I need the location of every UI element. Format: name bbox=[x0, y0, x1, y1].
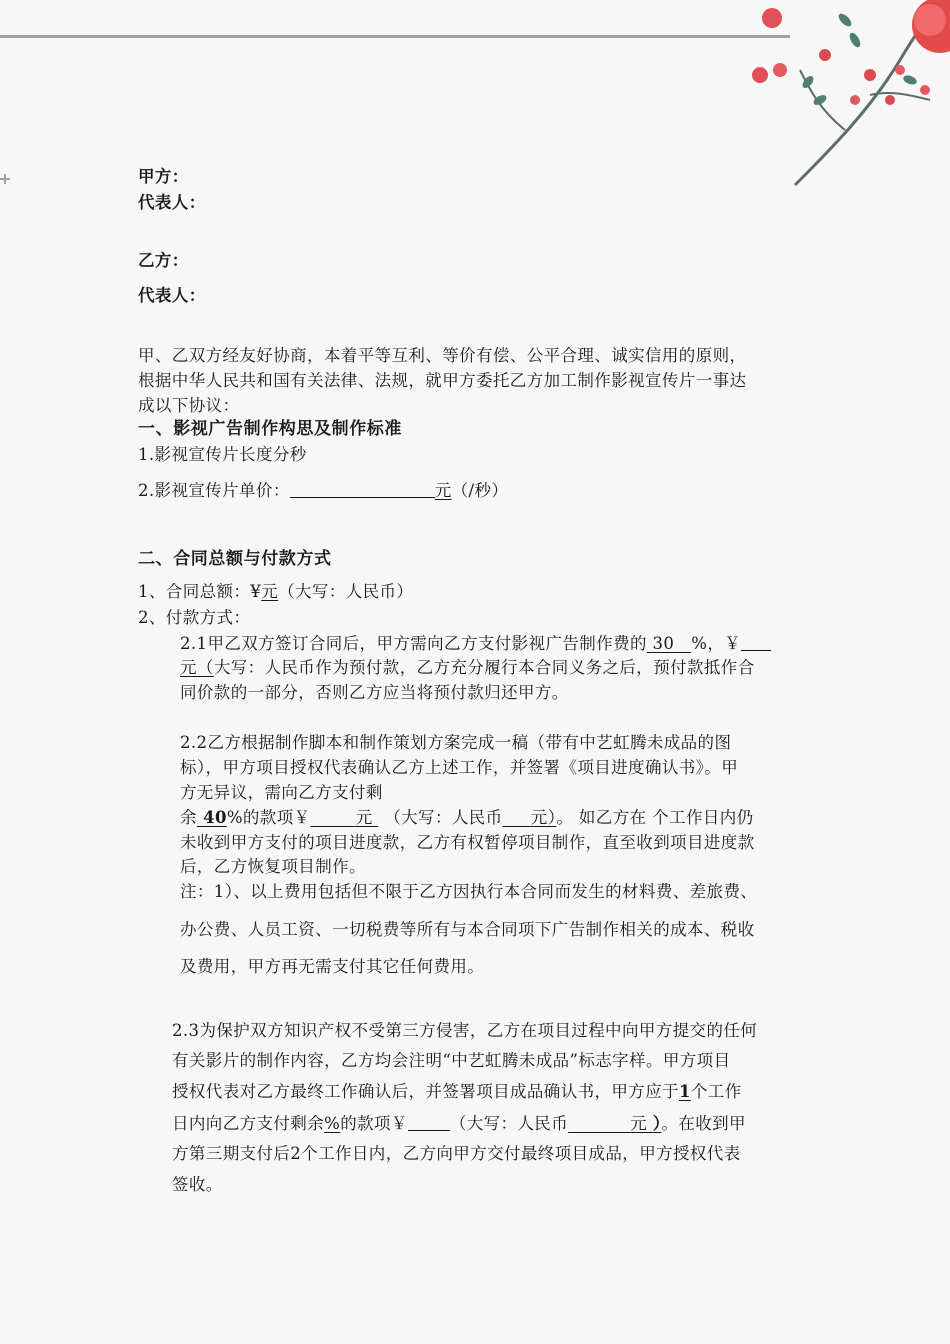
prepayment-unit: 元（ bbox=[180, 658, 214, 677]
progress-capital-label: （大写：人民币 bbox=[384, 808, 503, 827]
unit-price-label: 2.影视宣传片单价： bbox=[138, 481, 290, 500]
progress-amount-unit bbox=[311, 808, 379, 827]
header-rule bbox=[0, 35, 790, 38]
unit-price-unit: 元 bbox=[434, 481, 452, 500]
progress-capital-unit bbox=[503, 808, 557, 827]
clause-2-3-text-3b: 个工作 bbox=[690, 1082, 742, 1101]
edge-mark-vertical bbox=[4, 174, 6, 184]
unit-price-blank bbox=[290, 479, 435, 498]
clause-2-1-amount-label: %，￥ bbox=[691, 634, 742, 653]
final-capital-label: （大写：人民币 bbox=[449, 1114, 569, 1133]
clause-2-3-line-4 bbox=[172, 1112, 746, 1135]
final-percent: % bbox=[324, 1114, 341, 1133]
progress-unit-text: 元 bbox=[355, 808, 373, 827]
prepayment-percent-value: 30 bbox=[652, 634, 675, 653]
clause-2-2-line-5: 未收到甲方支付的项目进度款，乙方有权暂停项目制作，直至收到项目进度款 bbox=[180, 833, 755, 852]
progress-capital-unit-text: 元） bbox=[530, 808, 557, 827]
clause-2-3-line-5: 方第三期支付后2个工作日内，乙方向甲方交付最终项目成品，甲方授权代表 bbox=[172, 1144, 741, 1163]
final-amount-blank bbox=[408, 1112, 450, 1131]
clause-2-1-line-2 bbox=[180, 657, 755, 679]
note-line-2: 办公费、人员工资、一切税费等所有与本合同项下广告制作相关的成本、税收 bbox=[180, 920, 755, 939]
section-1-item-2 bbox=[138, 479, 508, 502]
clause-2-3-line-6: 签收。 bbox=[172, 1175, 223, 1194]
party-a-representative-label: 代表人： bbox=[138, 193, 206, 212]
clause-2-3-line-3 bbox=[172, 1081, 742, 1103]
section-1-item-1: 1.影视宣传片长度分秒 bbox=[138, 445, 307, 464]
unit-price-suffix: （/秒） bbox=[451, 481, 509, 500]
section-2-heading: 二、合同总额与付款方式 bbox=[138, 549, 332, 569]
prepayment-amount-blank bbox=[741, 632, 771, 651]
final-amount-label: 的款项￥ bbox=[340, 1114, 408, 1133]
prepayment-percent bbox=[647, 634, 691, 653]
clause-2-2-line-1: 2.2乙方根据制作脚本和制作策划方案完成一稿（带有中艺虹腾未成品的图 bbox=[180, 733, 732, 752]
progress-percent bbox=[197, 808, 227, 827]
clause-2-1-text-2: 大写：人民币作为预付款，乙方充分履行本合同义务之后，预付款抵作合 bbox=[213, 658, 755, 677]
contract-total-line bbox=[138, 581, 413, 603]
remaining-label: 余 bbox=[180, 808, 197, 827]
intro-line-2: 根据中华人民共和国有关法律、法规，就甲方委托乙方加工制作影视宣传片一事达 bbox=[138, 371, 747, 390]
clause-2-3-line-2: 有关影片的制作内容，乙方均会注明“中艺虹腾未成品”标志字样。甲方项目 bbox=[172, 1051, 731, 1070]
clause-2-1-text: 2.1甲乙双方签订合同后，甲方需向乙方支付影视广告制作费的 bbox=[180, 634, 647, 653]
intro-line-3: 成以下协议： bbox=[138, 396, 240, 415]
final-capital-unit-text: 元 bbox=[630, 1114, 648, 1133]
contract-total-unit: 元 bbox=[261, 582, 279, 601]
clause-2-2-line-3: 方无异议，需向乙方支付剩 bbox=[180, 783, 383, 802]
party-b-representative-label: 代表人： bbox=[138, 286, 206, 305]
clause-2-1-line-1 bbox=[180, 632, 771, 655]
party-b-label: 乙方： bbox=[138, 251, 189, 270]
contract-total-label: 1、合同总额：¥ bbox=[138, 582, 262, 601]
clause-2-2-line-4 bbox=[180, 807, 754, 829]
final-capital-close: ） bbox=[652, 1114, 662, 1133]
progress-amount-label: %的款项￥ bbox=[226, 808, 311, 827]
clause-2-2-line-6: 后，乙方恢复项目制作。 bbox=[180, 857, 366, 876]
contract-total-suffix: （大写：人民币） bbox=[278, 582, 414, 601]
intro-line-1: 甲、乙双方经友好协商，本着平等互利、等价有偿、公平合理、诚实信用的原则， bbox=[138, 346, 747, 365]
payment-method-label: 2、付款方式： bbox=[138, 608, 251, 627]
final-remaining-label: 日内向乙方支付剩余 bbox=[172, 1114, 325, 1133]
clause-2-3-line-1: 2.3为保护双方知识产权不受第三方侵害，乙方在项目过程中向甲方提交的任何 bbox=[172, 1021, 758, 1040]
section-1-heading: 一、影视广告制作构思及制作标准 bbox=[138, 419, 402, 439]
party-a-label: 甲方： bbox=[138, 167, 189, 186]
final-payment-days: 1 bbox=[679, 1082, 691, 1101]
clause-2-1-line-3: 同价款的一部分，否则乙方应当将预付款归还甲方。 bbox=[180, 683, 569, 702]
floral-decoration-icon bbox=[750, 0, 950, 190]
final-capital-unit bbox=[568, 1114, 661, 1133]
clause-2-3-text-3: 授权代表对乙方最终工作确认后，并签署项目成品确认书，甲方应于 bbox=[172, 1082, 679, 1101]
clause-2-3-text-4: 。在收到甲 bbox=[661, 1114, 746, 1133]
progress-percent-value: 40 bbox=[203, 808, 227, 827]
clause-2-2-line-2: 标），甲方项目授权代表确认乙方上述工作，并签署《项目进度确认书》。甲 bbox=[180, 758, 739, 777]
note-line-1: 注：1）、以上费用包括但不限于乙方因执行本合同而发生的材料费、差旅费、 bbox=[180, 882, 758, 901]
note-line-3: 及费用，甲方再无需支付其它任何费用。 bbox=[180, 957, 485, 976]
clause-2-2-text-4: 。 如乙方在 个工作日内仍 bbox=[556, 808, 754, 827]
